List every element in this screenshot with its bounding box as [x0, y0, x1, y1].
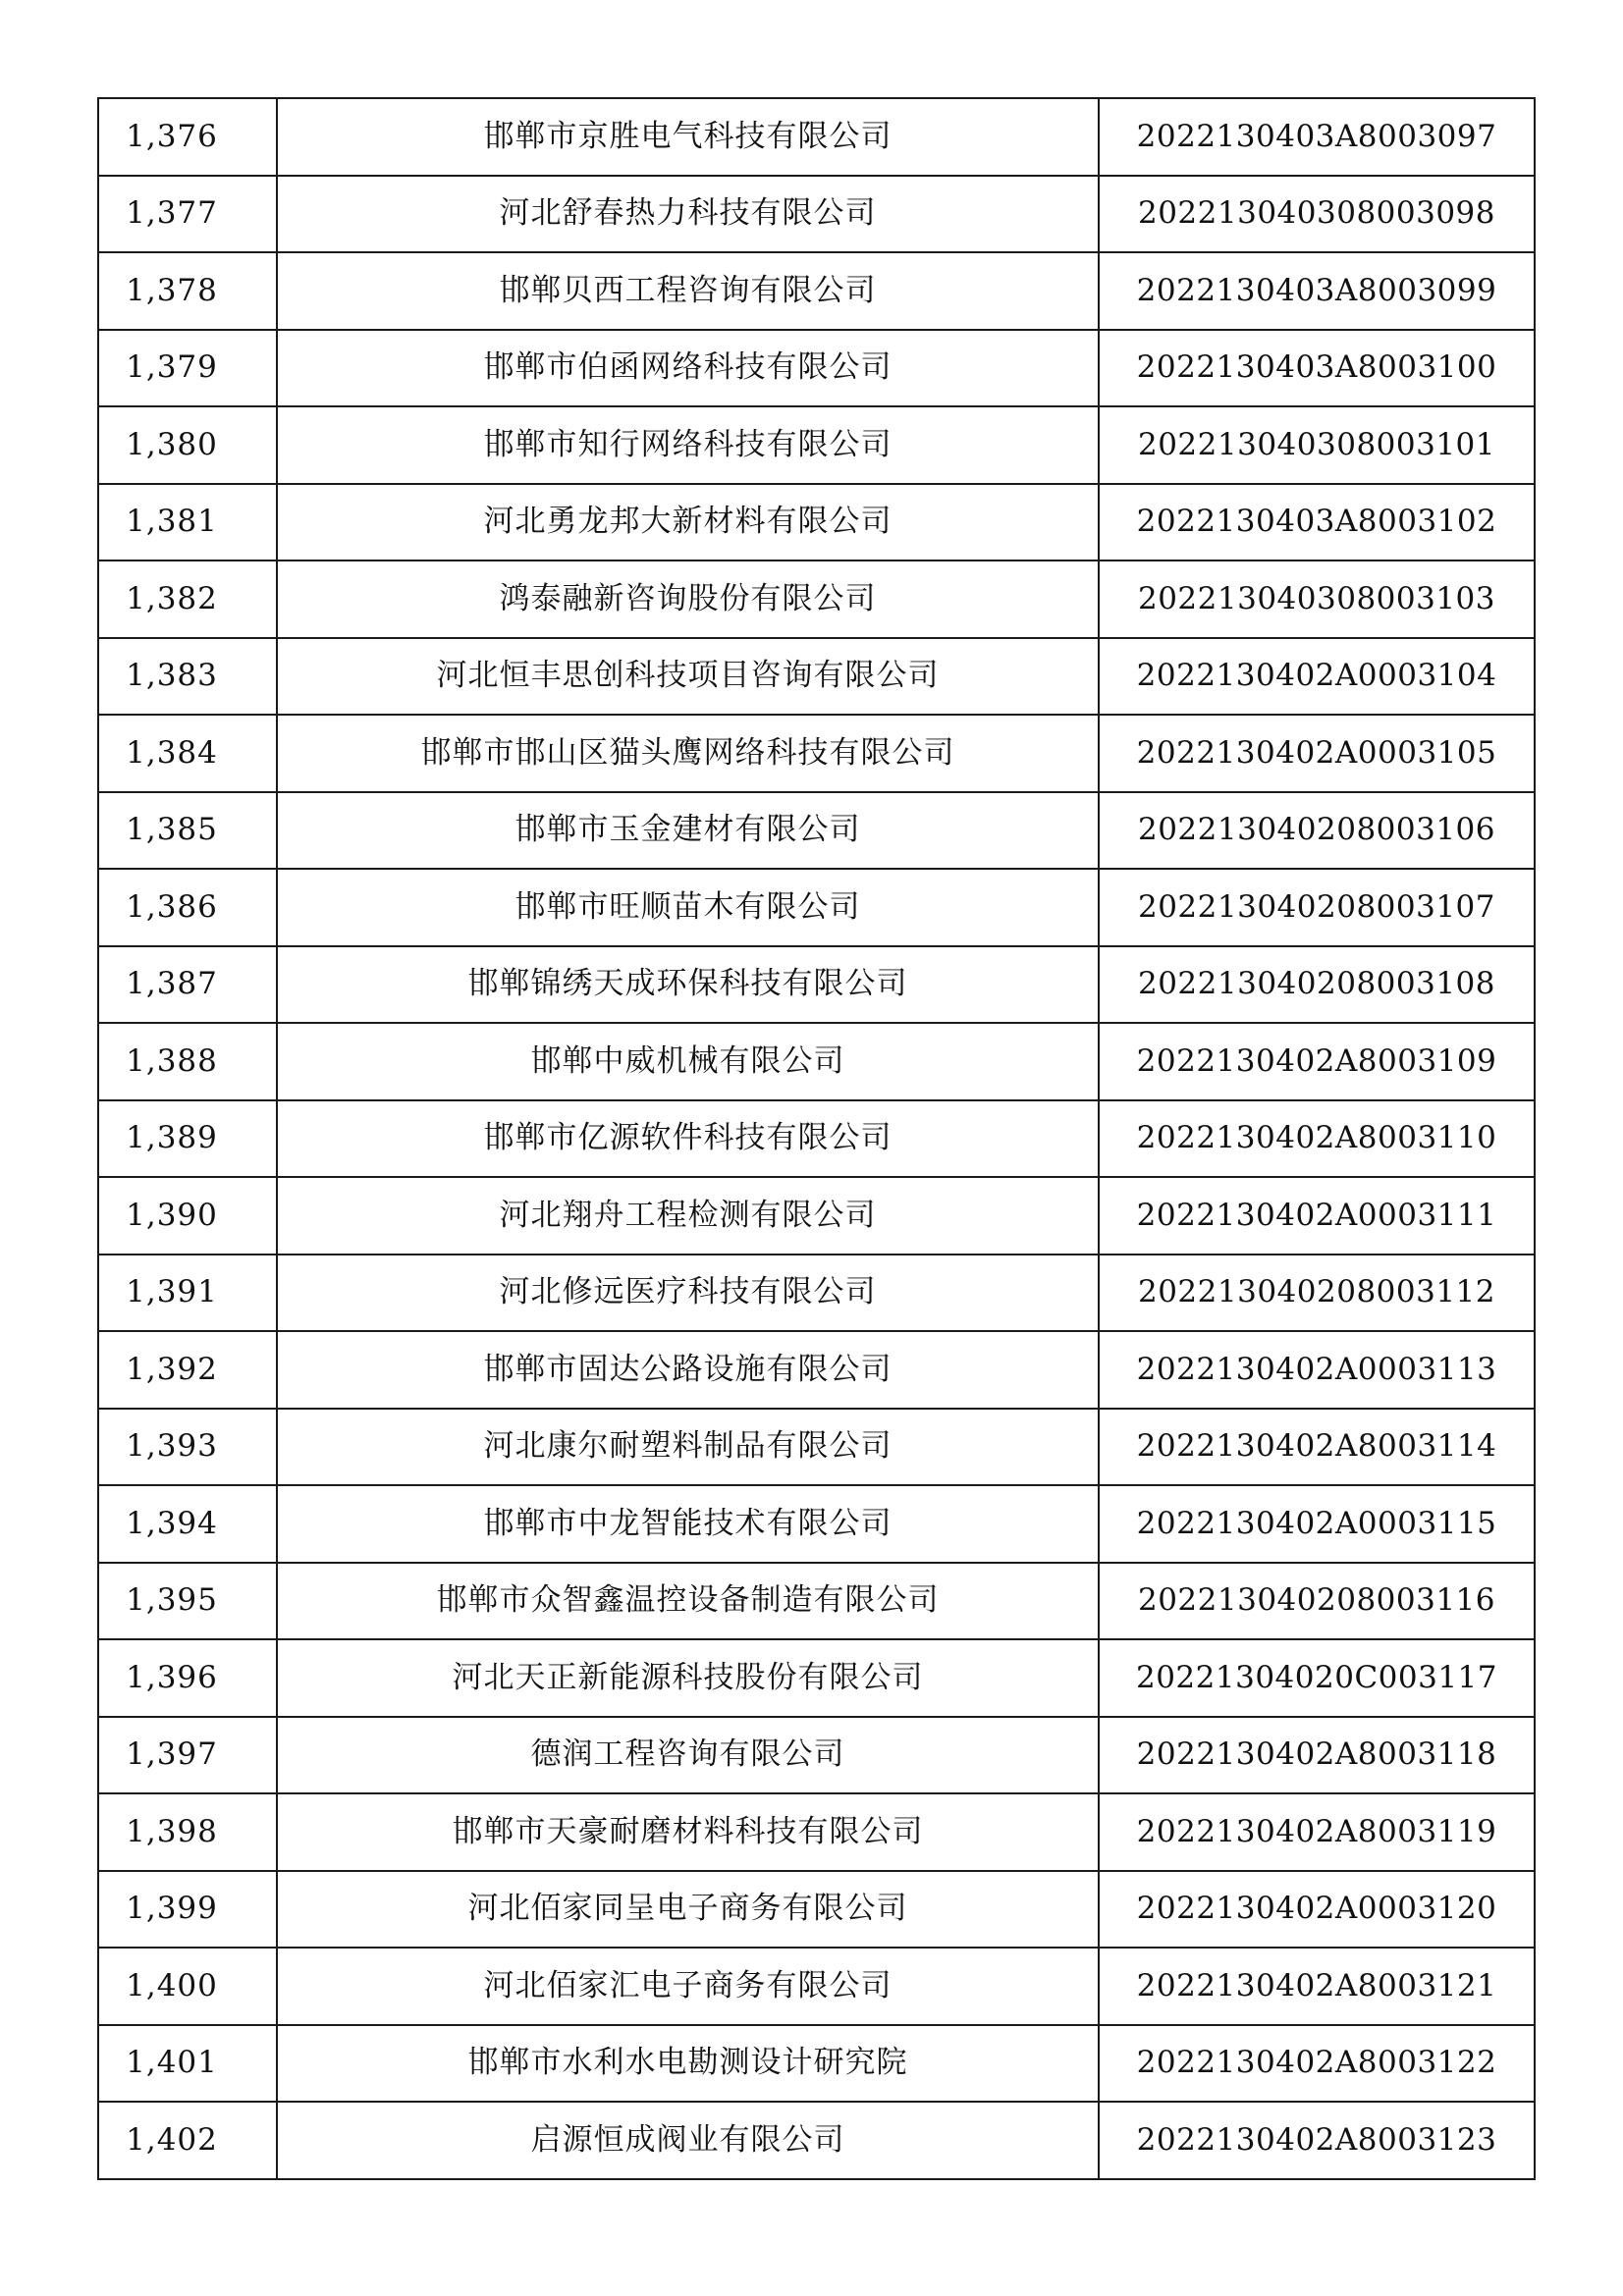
row-index: 1,382 [98, 561, 277, 638]
company-name: 邯郸市玉金建材有限公司 [277, 792, 1099, 870]
registration-code: 2022130403A8003099 [1099, 252, 1535, 330]
registration-code: 2022130402A0003111 [1099, 1177, 1535, 1255]
company-name: 河北佰家同呈电子商务有限公司 [277, 1871, 1099, 1949]
row-index: 1,393 [98, 1409, 277, 1486]
row-index: 1,392 [98, 1331, 277, 1409]
table-row [98, 176, 1535, 253]
table-row [98, 638, 1535, 716]
table-row [98, 406, 1535, 484]
row-index: 1,386 [98, 869, 277, 946]
row-index: 1,396 [98, 1639, 277, 1717]
registration-code: 2022130402A8003114 [1099, 1409, 1535, 1486]
company-name: 邯郸市众智鑫温控设备制造有限公司 [277, 1563, 1099, 1640]
company-name: 河北恒丰思创科技项目咨询有限公司 [277, 638, 1099, 716]
registration-code: 2022130403A8003100 [1099, 330, 1535, 407]
registration-code: 20221304020C003117 [1099, 1639, 1535, 1717]
table-row [98, 1793, 1535, 1871]
row-index: 1,380 [98, 406, 277, 484]
table-row [98, 792, 1535, 870]
company-registry-table [97, 97, 1536, 2180]
company-name: 邯郸市亿源软件科技有限公司 [277, 1100, 1099, 1178]
company-name: 邯郸中威机械有限公司 [277, 1023, 1099, 1100]
table-row [98, 1023, 1535, 1100]
registration-code: 2022130402A0003120 [1099, 1871, 1535, 1949]
registration-code: 202213040208003107 [1099, 869, 1535, 946]
table-row [98, 1177, 1535, 1255]
table-row [98, 330, 1535, 407]
table-row [98, 2102, 1535, 2179]
row-index: 1,378 [98, 252, 277, 330]
registration-code: 2022130402A0003113 [1099, 1331, 1535, 1409]
registration-code: 2022130402A8003109 [1099, 1023, 1535, 1100]
company-name: 邯郸贝西工程咨询有限公司 [277, 252, 1099, 330]
table-row [98, 1563, 1535, 1640]
row-index: 1,384 [98, 715, 277, 792]
table-row [98, 1100, 1535, 1178]
row-index: 1,395 [98, 1563, 277, 1640]
registration-code: 202213040208003106 [1099, 792, 1535, 870]
registration-code: 2022130402A8003122 [1099, 2025, 1535, 2103]
table-row [98, 1255, 1535, 1332]
row-index: 1,376 [98, 98, 277, 176]
registration-code: 202213040308003103 [1099, 561, 1535, 638]
table-row [98, 715, 1535, 792]
company-name: 邯郸市京胜电气科技有限公司 [277, 98, 1099, 176]
row-index: 1,401 [98, 2025, 277, 2103]
table-row [98, 1717, 1535, 1794]
company-name: 邯郸市固达公路设施有限公司 [277, 1331, 1099, 1409]
table-row [98, 1409, 1535, 1486]
table-row [98, 869, 1535, 946]
table-row [98, 1871, 1535, 1949]
row-index: 1,400 [98, 1948, 277, 2025]
company-name: 鸿泰融新咨询股份有限公司 [277, 561, 1099, 638]
row-index: 1,379 [98, 330, 277, 407]
table-body [98, 98, 1535, 2179]
table-row [98, 1485, 1535, 1563]
company-name: 河北舒春热力科技有限公司 [277, 176, 1099, 253]
row-index: 1,387 [98, 946, 277, 1024]
table-row [98, 1948, 1535, 2025]
company-name: 河北翔舟工程检测有限公司 [277, 1177, 1099, 1255]
row-index: 1,377 [98, 176, 277, 253]
registration-code: 202213040208003112 [1099, 1255, 1535, 1332]
registration-code: 202213040208003116 [1099, 1563, 1535, 1640]
table-row [98, 252, 1535, 330]
row-index: 1,383 [98, 638, 277, 716]
row-index: 1,397 [98, 1717, 277, 1794]
company-name: 河北佰家汇电子商务有限公司 [277, 1948, 1099, 2025]
row-index: 1,385 [98, 792, 277, 870]
company-name: 邯郸锦绣天成环保科技有限公司 [277, 946, 1099, 1024]
table-row [98, 561, 1535, 638]
company-name: 邯郸市伯函网络科技有限公司 [277, 330, 1099, 407]
row-index: 1,389 [98, 1100, 277, 1178]
company-name: 启源恒成阀业有限公司 [277, 2102, 1099, 2179]
registration-code: 202213040308003098 [1099, 176, 1535, 253]
company-name: 邯郸市邯山区猫头鹰网络科技有限公司 [277, 715, 1099, 792]
registration-code: 2022130402A0003104 [1099, 638, 1535, 716]
company-name: 河北天正新能源科技股份有限公司 [277, 1639, 1099, 1717]
table-row [98, 946, 1535, 1024]
registration-code: 202213040308003101 [1099, 406, 1535, 484]
row-index: 1,394 [98, 1485, 277, 1563]
row-index: 1,402 [98, 2102, 277, 2179]
registration-code: 202213040208003108 [1099, 946, 1535, 1024]
company-name: 邯郸市中龙智能技术有限公司 [277, 1485, 1099, 1563]
registration-code: 2022130403A8003102 [1099, 484, 1535, 561]
registration-code: 2022130402A0003105 [1099, 715, 1535, 792]
registration-code: 2022130402A8003123 [1099, 2102, 1535, 2179]
table-row [98, 1331, 1535, 1409]
registration-code: 2022130402A0003115 [1099, 1485, 1535, 1563]
company-name: 邯郸市天豪耐磨材料科技有限公司 [277, 1793, 1099, 1871]
row-index: 1,388 [98, 1023, 277, 1100]
company-name: 河北康尔耐塑料制品有限公司 [277, 1409, 1099, 1486]
row-index: 1,381 [98, 484, 277, 561]
registration-code: 2022130402A8003121 [1099, 1948, 1535, 2025]
table-row [98, 98, 1535, 176]
row-index: 1,399 [98, 1871, 277, 1949]
company-name: 邯郸市水利水电勘测设计研究院 [277, 2025, 1099, 2103]
company-name: 河北修远医疗科技有限公司 [277, 1255, 1099, 1332]
row-index: 1,391 [98, 1255, 277, 1332]
registration-code: 2022130402A8003118 [1099, 1717, 1535, 1794]
table-row [98, 1639, 1535, 1717]
table-row [98, 2025, 1535, 2103]
company-name: 德润工程咨询有限公司 [277, 1717, 1099, 1794]
registration-code: 2022130402A8003110 [1099, 1100, 1535, 1178]
row-index: 1,390 [98, 1177, 277, 1255]
registration-code: 2022130402A8003119 [1099, 1793, 1535, 1871]
row-index: 1,398 [98, 1793, 277, 1871]
company-name: 邯郸市知行网络科技有限公司 [277, 406, 1099, 484]
company-name: 河北勇龙邦大新材料有限公司 [277, 484, 1099, 561]
table-row [98, 484, 1535, 561]
company-name: 邯郸市旺顺苗木有限公司 [277, 869, 1099, 946]
registration-code: 2022130403A8003097 [1099, 98, 1535, 176]
